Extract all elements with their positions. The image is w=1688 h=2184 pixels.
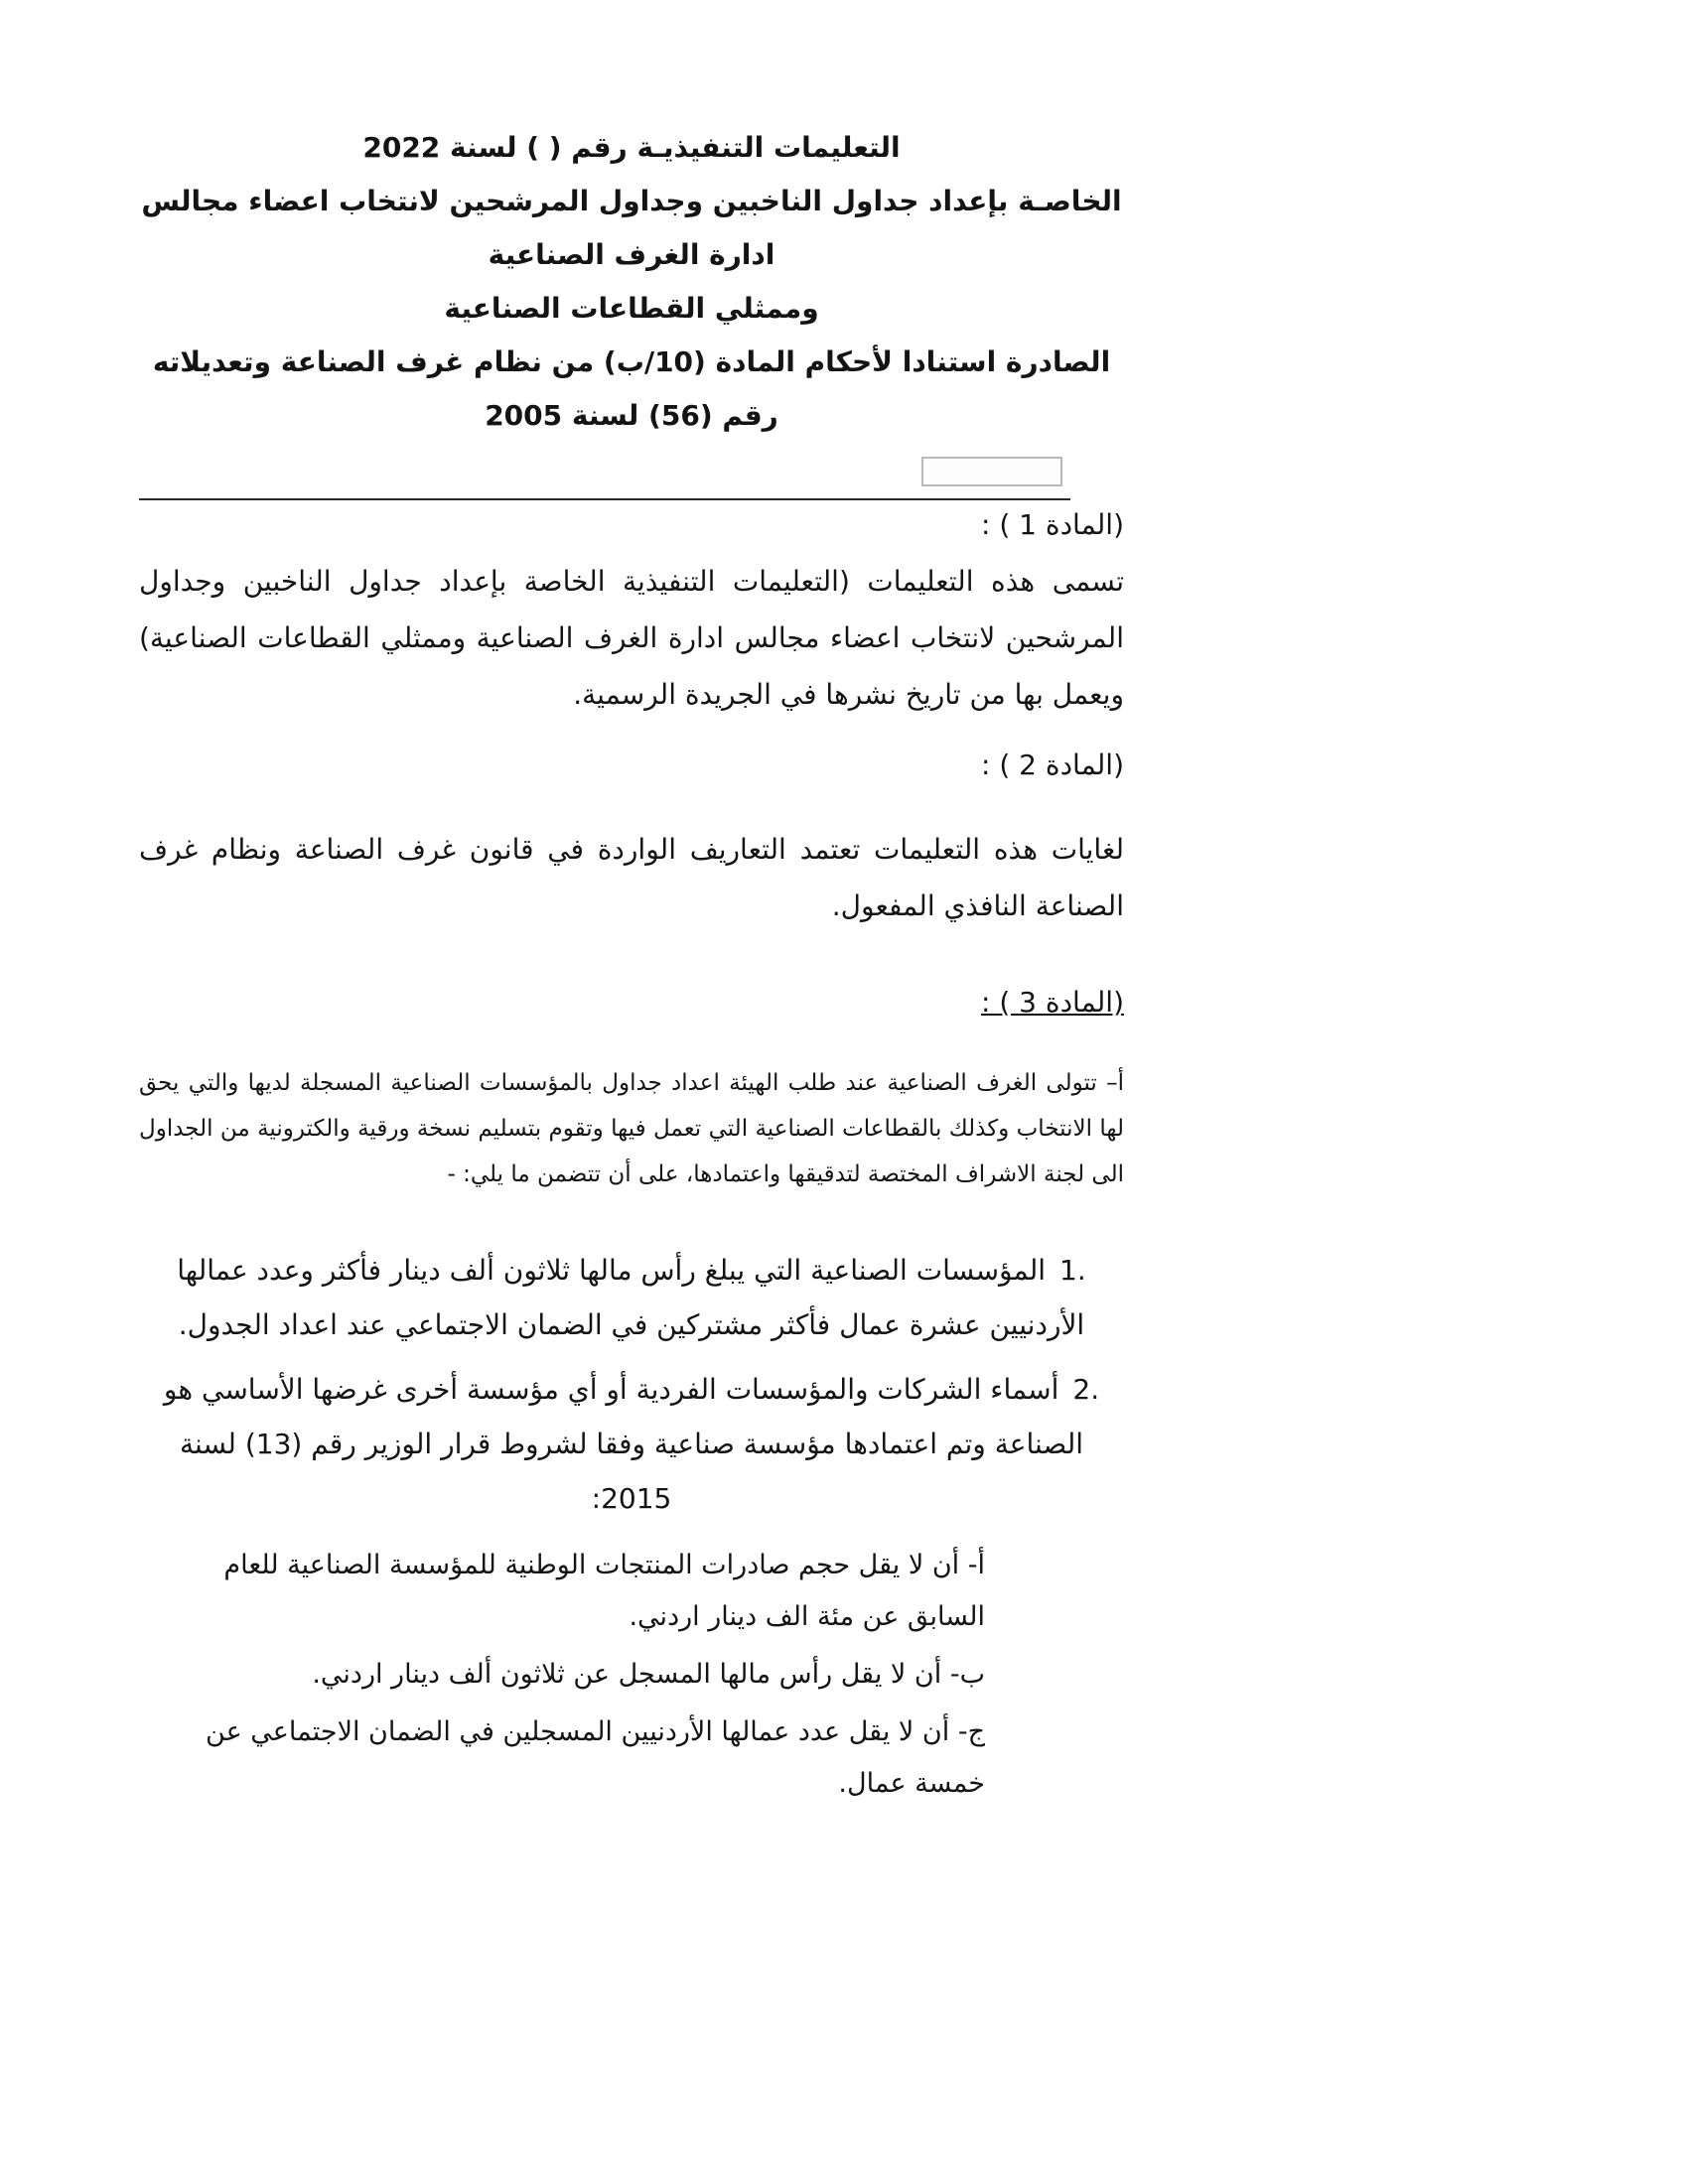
article-3-intro: أ– تتولى الغرف الصناعية عند طلب الهيئة اعداد جداول بالمؤسسات الصناعية المسجلة لديها والتي يحق لها الانتخاب وكذلك بالقطاعات الصناعية التي تعمل فيها وتقوم بتسليم نسخة ورقية والكترونية من الجداول الى لجنة الاشراف المختصة لتدقيقها واعتمادها، على أن تتضمن ما يلي: - xyxy=(139,1070,1124,1187)
numbered-list xyxy=(139,1243,1124,1526)
article-1-heading: (المادة 1 ) : xyxy=(981,508,1124,541)
list-item-1-number: 1. xyxy=(1059,1254,1086,1287)
subitem-c: ج- أن لا يقل عدد عمالها الأردنيين المسجلين في الضمان الاجتماعي عن خمسة عمال. xyxy=(206,1716,985,1799)
empty-text-box xyxy=(921,457,1062,486)
title-line-4: الصادرة استنادا لأحكام المادة (10/ب) من نظام غرف الصناعة وتعديلاته رقم (56) لسنة 2005 xyxy=(152,345,1111,432)
article-1-body: تسمى هذه التعليمات (التعليمات التنفيذية الخاصة بإعداد جداول الناخبين وجداول المرشحين لانتخاب اعضاء مجالس ادارة الغرف الصناعية وممثلي القطاعات الصناعية) ويعمل بها من تاريخ نشرها في الجريدة الرسمية. xyxy=(139,565,1124,711)
document-title-block xyxy=(139,121,1124,443)
article-2-body: لغايات هذه التعليمات تعتمد التعاريف الواردة في قانون غرف الصناعة ونظام غرف الصناعة النافذي المفعول. xyxy=(139,833,1124,922)
lettered-sublist xyxy=(139,1540,1124,1810)
list-item-1-text: المؤسسات الصناعية التي يبلغ رأس مالها ثلاثون ألف دينار فأكثر وعدد عمالها الأردنيين عشرة عمال فأكثر مشتركين في الضمان الاجتماعي عند اعداد الجدول. xyxy=(177,1254,1085,1341)
article-3-heading: (المادة 3 ) : xyxy=(981,986,1124,1019)
list-item-2 xyxy=(139,1362,1124,1526)
horizontal-divider xyxy=(139,498,1070,500)
subitem-a: أ- أن لا يقل حجم صادرات المنتجات الوطنية للمؤسسة الصناعية للعام السابق عن مئة الف دينار اردني. xyxy=(223,1550,985,1632)
article-2-heading: (المادة 2 ) : xyxy=(981,749,1124,781)
title-line-2: الخاصـة بإعداد جداول الناخبين وجداول المرشحين لانتخاب اعضاء مجالس ادارة الغرف الصناعية xyxy=(141,185,1122,271)
subitem-b: ب- أن لا يقل رأس مالها المسجل عن ثلاثون ألف دينار اردني. xyxy=(312,1659,985,1690)
list-item-2-number: 2. xyxy=(1072,1373,1100,1406)
list-item-1 xyxy=(139,1243,1124,1352)
title-line-3: وممثلي القطاعات الصناعية xyxy=(444,292,819,325)
title-line-1: التعليمات التنفيذيـة رقم ( ) لسنة 2022 xyxy=(362,131,901,164)
document-content xyxy=(139,121,1124,1816)
list-item-2-text: أسماء الشركات والمؤسسات الفردية أو أي مؤسسة أخرى غرضها الأساسي هو الصناعة وتم اعتمادها مؤسسة صناعية وفقا لشروط قرار الوزير رقم (13) لسنة 2015: xyxy=(163,1373,1084,1515)
